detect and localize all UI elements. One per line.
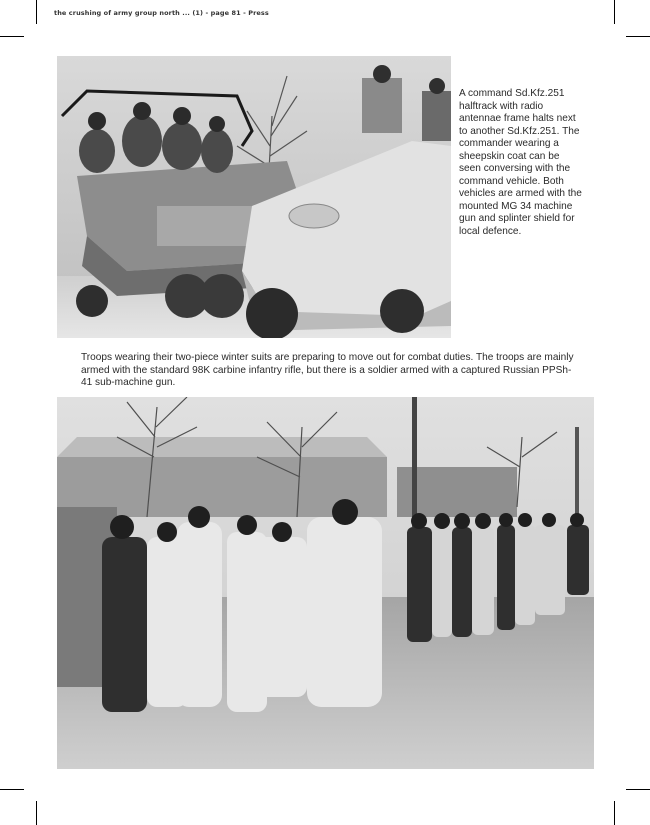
crop-mark-bottom-left-v	[36, 801, 37, 825]
crop-mark-top-right-v	[614, 0, 615, 24]
crop-mark-bottom-right-h	[626, 789, 650, 790]
troops-photo	[57, 397, 594, 769]
troops-caption: Troops wearing their two-piece winter suits are preparing to move out for combat duties. The troops are mainly armed with the standard 98K carbine infantry rifle, but there is a soldier armed with a captured Russian PPSh-41 sub-machine gun.	[81, 352, 574, 388]
crop-mark-top-left-h	[0, 36, 24, 37]
crop-mark-bottom-right-v	[614, 801, 615, 825]
running-head: the crushing of army group north ... (1) - page 81 - Press	[54, 9, 269, 17]
crop-mark-top-left-v	[36, 0, 37, 24]
troops-photo-illustration	[57, 397, 594, 769]
crop-mark-top-right-h	[626, 36, 650, 37]
halftrack-caption: A command Sd.Kfz.251 halftrack with radio antennae frame halts next to another Sd.Kfz.251. The commander wearing a sheepskin coat can be seen conversing with the command vehicle. Both vehicles are armed with the mounted MG 34 machine gun and splinter shield for local defence.	[459, 88, 582, 237]
crop-mark-bottom-left-h	[0, 789, 24, 790]
halftrack-photo-illustration	[57, 56, 451, 338]
halftrack-photo	[57, 56, 451, 338]
